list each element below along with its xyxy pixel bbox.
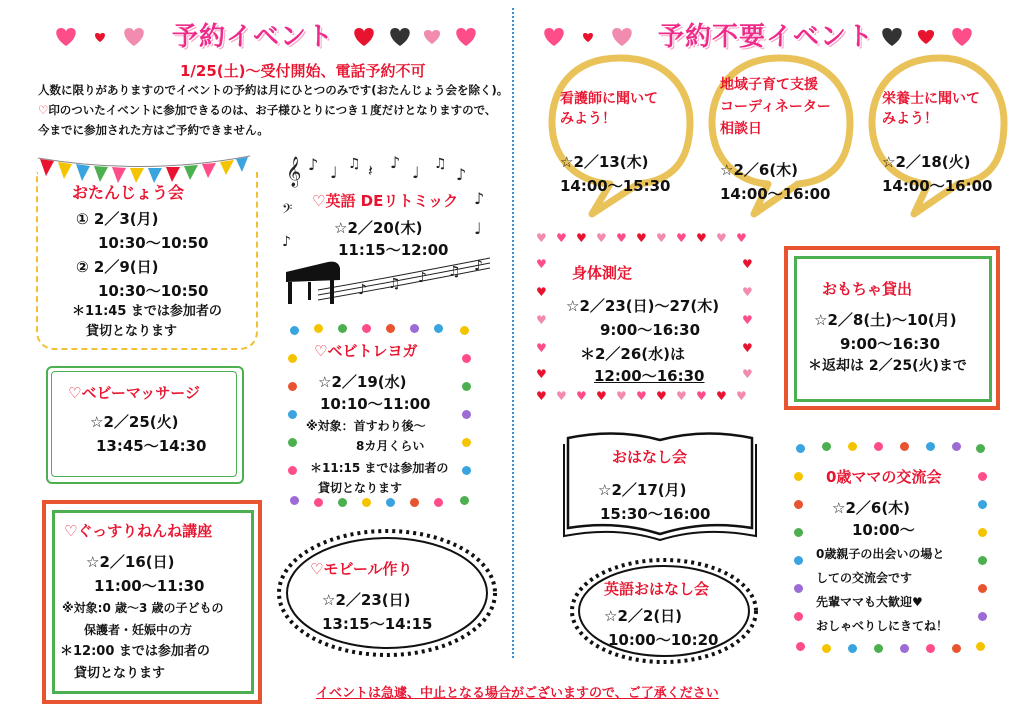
baby-yoga-title-text: ベビトレヨガ [327,342,418,360]
birthday-line-1: ① 2／3(月) [76,210,159,228]
baby-yoga-line-2: 10:10～11:00 [320,395,431,413]
english-story-line-2: 10:00～10:20 [608,631,719,649]
svg-text:♩: ♩ [412,163,420,182]
nutrition-title-2: みよう！ [882,111,938,127]
zero-mama-line-6: おしゃべりしにきてね！ [816,619,949,633]
baby-yoga-line-6: 貸切となります [318,481,403,495]
svg-text:♩: ♩ [474,219,482,238]
sleep-course-title [64,520,212,541]
svg-text:♪: ♪ [282,234,291,250]
baby-yoga-line-4: 8カ月くらい [356,439,425,453]
zero-mama-line-2: 10:00～ [852,521,915,539]
measurement-title: 身体測定 [572,264,633,282]
nutrition-line-2: 14:00～16:00 [882,177,993,195]
heart-decoration-icon [540,22,650,52]
svg-text:♩: ♩ [330,163,338,182]
svg-text:♪: ♪ [390,153,401,172]
svg-text:𝄞: 𝄞 [286,157,302,187]
baby-yoga-title [314,340,417,361]
support-title-2: コーディネーター [720,99,831,115]
english-story-line-1: ☆2／2(日) [604,607,683,625]
support-line-1: ☆2／6(木) [720,161,799,179]
svg-text:♪: ♪ [358,282,367,298]
intro-line-2 [38,100,496,120]
baby-yoga-line-5: ＊11:15 までは参加者の [310,461,449,475]
sleep-course-line-1: ☆2／16(日) [86,553,175,571]
heart-decoration-icon [878,22,998,52]
svg-text:♫: ♫ [388,276,401,292]
support-title-1: 地域子育て支援 [720,77,818,93]
sleep-course-line-6: 貸切となります [74,666,166,681]
eigo-rhythmic-title-text: 英語 DEリトミック [325,192,459,210]
support-line-2: 14:00～16:00 [720,185,831,203]
baby-yoga-line-3: ※対象：首すわり後～ [306,419,426,433]
measurement-line-1: ☆2／23(日)～27(木) [566,297,720,315]
story-line-2: 15:30～16:00 [600,505,711,523]
zero-mama-line-3: 0歳親子の出会いの場と [816,547,945,561]
sleep-course-line-4: 保護者・妊娠中の方 [84,623,193,637]
zero-mama-title: 0歳ママの交流会 [826,468,942,486]
svg-text:♪: ♪ [474,189,485,208]
heart-mark-icon: ♡ [68,384,82,402]
english-story-title: 英語おはなし会 [604,580,710,598]
heart-mark-icon: ♡ [64,522,78,540]
baby-massage-title-text: ベビーマッサージ [81,384,200,402]
svg-text:𝄽: 𝄽 [368,161,373,180]
heart-mark-icon: ♡ [314,342,328,360]
birthday-line-3: ② 2／9(日) [76,258,159,276]
eigo-rhythmic-line-2: 11:15～12:00 [338,241,449,259]
birthday-line-2: 10:30～10:50 [98,234,209,252]
measurement-line-4: 12:00～16:30 [594,367,705,385]
zero-mama-line-1: ☆2／6(木) [832,499,911,517]
nutrition-line-1: ☆2／18(火) [882,153,971,171]
birthday-line-4: 10:30～10:50 [98,282,209,300]
story-title: おはなし会 [612,448,688,466]
birthday-line-5: ＊11:45 までは参加者の [72,304,222,319]
measurement-line-2: 9:00～16:30 [600,321,701,339]
heart-mark-icon: ♡ [38,103,49,117]
birthday-title: おたんじょう会 [72,183,185,202]
reception-notice: 1/25(土)～受付開始、電話予約不可 [180,62,426,80]
intro-line-1: 人数に限りがありますのでイベントの予約は月にひとつのみです(おたんじょう会を除く)。 [38,83,509,97]
svg-text:𝄢: 𝄢 [282,201,293,220]
sleep-course-line-3: ※対象:0 歳～3 歳の子どもの [62,601,224,615]
left-title-hearts-right [350,22,490,52]
intro-line-3: 今までに参加された方はご予約できません。 [38,123,269,137]
nurse-line-1: ☆2／13(木) [560,153,649,171]
toy-lending-line-3: ＊返却は 2／25(火)まで [808,358,967,374]
intro-line-2-text: 印のついたイベントに参加できるのは、お子様ひとりにつき１度だけとなりますので、 [48,103,497,117]
svg-text:♪: ♪ [474,258,483,274]
nurse-title-2: みよう！ [560,111,616,127]
svg-text:♫: ♫ [434,156,447,172]
nurse-line-2: 14:00～15:30 [560,177,671,195]
baby-yoga-line-1: ☆2／19(水) [318,373,407,391]
zero-mama-line-5: 先輩ママも大歓迎♥ [816,595,923,609]
eigo-rhythmic-title [312,190,458,211]
mobile-line-2: 13:15～14:15 [322,615,433,633]
footer-notice: イベントは急遽、中止となる場合がございますので、ご了承ください [316,686,719,701]
svg-text:♪: ♪ [418,270,427,286]
zero-mama-line-4: しての交流会です [816,571,913,585]
heart-decoration-icon [52,22,162,52]
left-title-hearts [52,22,162,52]
left-title: 予約イベント [172,22,335,52]
center-divider [512,8,514,658]
measurement-line-3: ＊2／26(水)は [580,345,686,363]
eigo-rhythmic-line-1: ☆2／20(木) [334,219,423,237]
nurse-title-1: 看護師に聞いて [560,91,658,107]
support-title-3: 相談日 [720,121,762,137]
mobile-title-text: モビール作り [323,560,413,578]
right-title: 予約不要イベント [658,22,875,52]
toy-lending-line-2: 9:00～16:30 [840,335,941,353]
birthday-line-6: 貸切となります [86,324,178,339]
sleep-course-line-2: 11:00～11:30 [94,577,205,595]
sleep-course-line-5: ＊12:00 までは参加者の [60,644,210,659]
svg-text:♫: ♫ [348,156,361,172]
mobile-line-1: ☆2／23(日) [322,591,411,609]
svg-text:♪: ♪ [308,155,319,174]
heart-mark-icon: ♡ [310,560,324,578]
toy-lending-title: おもちゃ貸出 [822,280,913,298]
baby-massage-title [68,382,200,403]
measurement-heart-border: ♥ ♥ ♥ ♥ ♥ ♥ ♥ ♥ ♥ ♥ ♥ ♥ ♥ ♥ ♥ ♥ ♥ ♥ ♥ ♥ ♥ ♥ ♥ ♥ ♥ ♥ ♥ ♥ ♥ ♥ ♥ ♥ [536,231,753,403]
baby-massage-line-2: 13:45～14:30 [96,437,207,455]
heart-decoration-icon [350,22,490,52]
nutrition-title-1: 栄養士に聞いて [882,91,980,107]
svg-text:♪: ♪ [456,165,467,184]
toy-lending-line-1: ☆2／8(土)～10(月) [814,311,957,329]
sleep-course-title-text: ぐっすりねんね講座 [77,522,213,540]
svg-text:♫: ♫ [448,264,461,280]
story-line-1: ☆2／17(月) [598,481,687,499]
baby-massage-line-1: ☆2／25(火) [90,413,179,431]
heart-mark-icon: ♡ [312,192,326,210]
mobile-title [310,558,413,579]
